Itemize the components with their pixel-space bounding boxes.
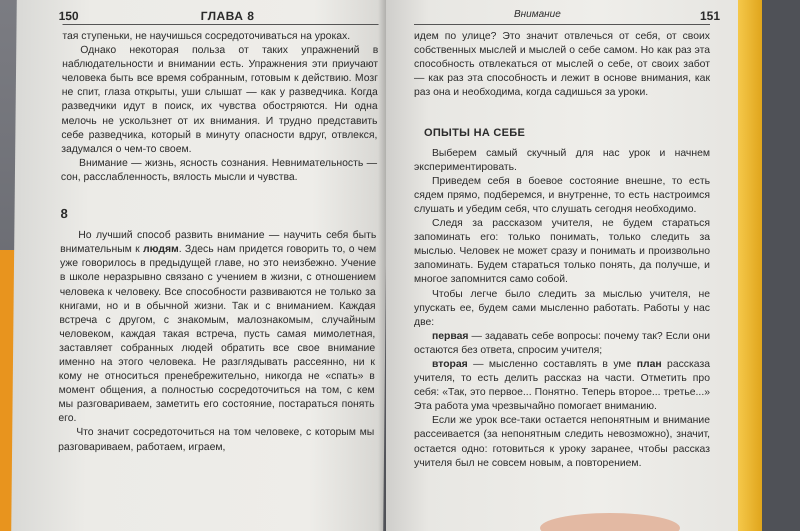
book-cover-right-edge — [738, 0, 762, 531]
running-title: Внимание — [514, 9, 561, 20]
right-running-head — [414, 0, 720, 30]
paragraph: Однако некоторая польза от таких упражнений в наблюдательности и внимании есть. Упражнения эти приучают человека быть все время собранным, готовым к действию. Мозг не спит, глаза открыты, уши слышат — как у разведчика. Когда разведчики идут в поиск, их чувства обостряются. Ни одна мелочь не ускользнет от их внимания. И трудно представить себе разведчика, который в минуту опасности вдруг, отвлекся, задумался о чем-то своем. — [61, 45, 379, 155]
bold-word: людям — [142, 244, 179, 256]
left-running-head — [58, 0, 378, 30]
chapter-title: ГЛАВА 8 — [200, 9, 255, 23]
section-number: 8 — [60, 206, 68, 222]
paragraph-text: Но лучший способ развить внимание — научить себя быть внимательным к — [60, 230, 377, 256]
paragraph: Следя за рассказом учителя, не будем стараться запоминать его: только понимать, только следить за мыслью. Человек не может сразу и понимать и произвольно запоминать. Будем стараться только понять, да получше, и многое запомнится само собой. — [414, 218, 710, 286]
paragraph: Чтобы легче было следить за мыслью учителя, не упускать ее, будем сами мысленно работать. Работы у нас две: — [414, 288, 710, 328]
right-page-number: 151 — [699, 9, 720, 23]
paragraph: идем по улице? Это значит отвлечься от себя, от своих собственных мыслей и мыслей о себе самом. Но как раз эта способность отвлекаться от мыслей о себе, от своих забот — как раз эта способность и лежит в основе внимания, как раз она и необходима, когда садишься за уроки. — [414, 31, 710, 99]
bold-word: план — [636, 358, 662, 370]
right-page-text — [414, 30, 710, 471]
paragraph: Внимание — жизнь, ясность сознания. Невнимательность — сон, расслабленность, вялость мысли и чувства. — [60, 157, 378, 183]
paragraph: Выберем самый скучный для нас урок и начнем экспериментировать. — [414, 147, 710, 173]
bold-word: первая — [432, 330, 469, 342]
paragraph: Что значит сосредоточиться на том человеке, с которым мы разговариваем, работаем, играем, — [58, 427, 375, 453]
header-rule — [63, 24, 379, 25]
bold-word: вторая — [432, 358, 468, 370]
left-page-number: 150 — [58, 9, 79, 23]
paragraph: тая ступеньки, не научишься сосредоточиваться на уроках. — [62, 31, 351, 42]
paragraph-text: — задавать себе вопросы: почему так? Если они остаются без ответа, спросим учителя; — [414, 330, 710, 356]
paragraph-text: . Здесь нам придется говорить то, о чем уже говорилось в предыдущей главе, но это неизбежно. Учение в школе неразрывно связано с учением в жизни, с отношением человека к человеку. Все способности развиваются не только за книгами, но и в обычной жизни. Так и с вниманием. Каждая встреча с другом, с знакомым, малознакомым, случайным человеком, каждая такая встреча, пусть самая мимолетная, заставляет собранных людей обратить все свое внимание именно на этого человека. Не разглядывать рассеянно, ни к кому не относиться пренебрежительно, никогда не «спать» в момент общения, а полностью сосредоточиться на том, с кем мы разговариваем, заметить его состояние, постараться понять его. — [58, 244, 377, 425]
paragraph — [414, 330, 710, 358]
left-page — [11, 0, 389, 531]
paragraph — [58, 229, 376, 426]
paragraph-text: — мысленно составлять в уме — [467, 358, 637, 370]
right-page — [386, 0, 742, 531]
paragraph: Приведем себя в боевое состояние внешне, то есть сядем прямо, подберемся, и внутренне, то есть настроимся слушать и убедим себя, что слушать сегодня необходимо. — [414, 175, 710, 215]
background-surface — [762, 0, 800, 531]
header-rule — [414, 24, 710, 25]
left-page-text — [58, 30, 378, 455]
paragraph-text: рассказа учителя, то есть делить рассказ на части. Отметить про себя: «Так, это первое... Понятно. Теперь второе... третье...» Эта работа ума чрезвычайно помогает вниманию. — [414, 358, 710, 413]
paragraph: Если же урок все-таки остается непонятным и внимание рассеивается (за непонятным следить невозможно), значит, остается одно: готовиться к уроку заранее, чтобы рассказ учителя был не совсем новым, а повторением. — [414, 415, 710, 469]
section-heading: ОПЫТЫ НА СЕБЕ — [424, 127, 526, 140]
paragraph — [414, 358, 710, 414]
